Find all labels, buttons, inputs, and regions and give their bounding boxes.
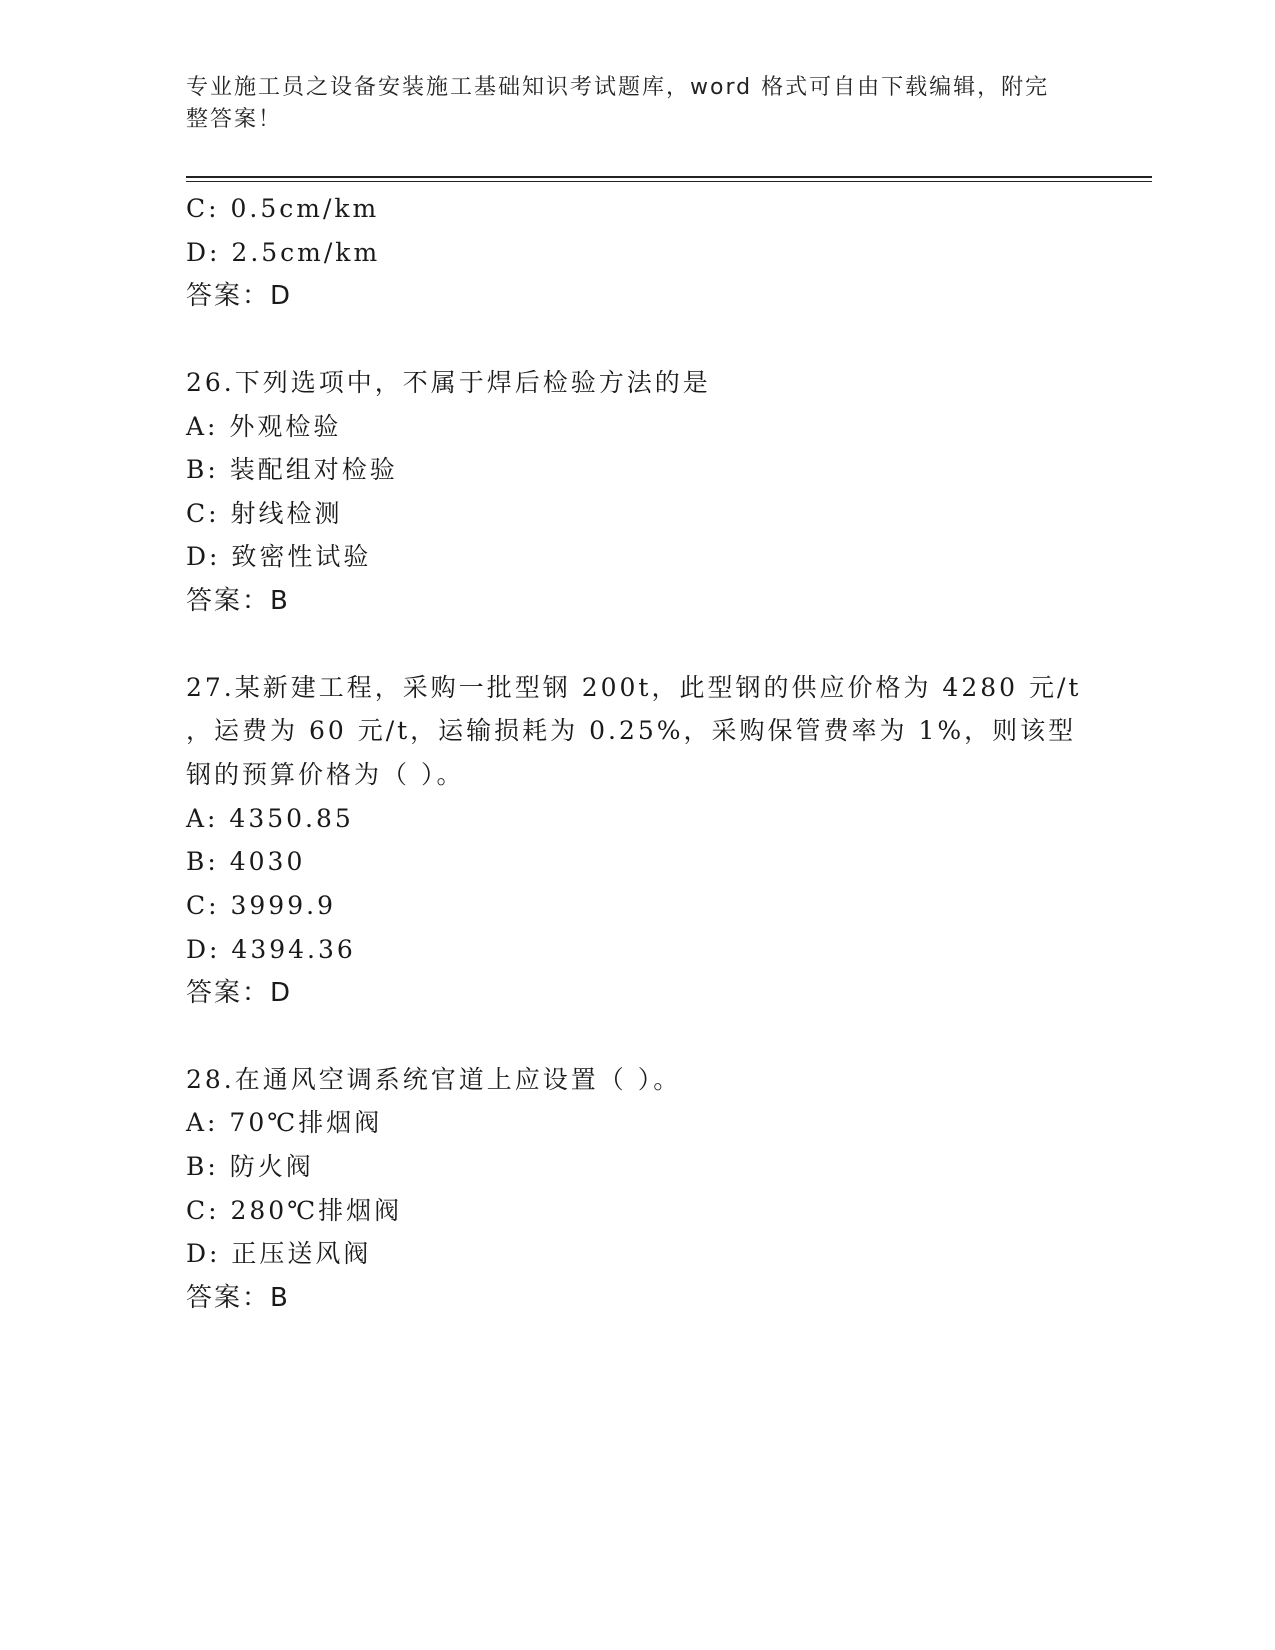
q26-stem: 26.下列选项中，不属于焊后检验方法的是 (186, 368, 711, 397)
q28-answer: 答案：B (186, 1283, 290, 1313)
document-header (186, 72, 1066, 136)
q28-stem: 28.在通风空调系统官道上应设置（ ）。 (186, 1065, 682, 1094)
q28-option-b: B: 防火阀 (186, 1152, 314, 1181)
q26-option-a: A: 外观检验 (186, 412, 342, 441)
q26-option-b: B: 装配组对检验 (186, 455, 398, 484)
q28-option-d: D: 正压送风阀 (186, 1239, 372, 1268)
q26-option-c: C: 射线检测 (186, 499, 343, 528)
q27-stem-line-1: 27.某新建工程，采购一批型钢 200t，此型钢的供应价格为 4280 元/t (186, 673, 1082, 702)
q27-option-a: A: 4350.85 (186, 804, 354, 833)
header-line-2: 整答案！ (186, 107, 283, 132)
q28-option-a: A: 70℃排烟阀 (186, 1108, 383, 1137)
header-divider-thick (186, 176, 1152, 178)
prev-answer: 答案：D (186, 281, 293, 311)
q27-stem-line-2: ，运费为 60 元/t，运输损耗为 0.25%，采购保管费率为 1%，则该型 (186, 716, 1077, 745)
q26-option-d: D: 致密性试验 (186, 542, 372, 571)
prev-option-c: C: 0.5cm/km (186, 194, 380, 223)
q27-answer: 答案：D (186, 978, 293, 1008)
q27-option-d: D: 4394.36 (186, 935, 356, 964)
q27-stem-line-3: 钢的预算价格为（ ）。 (186, 760, 465, 789)
q27-option-b: B: 4030 (186, 847, 306, 876)
header-line-1: 专业施工员之设备安装施工基础知识考试题库，word 格式可自由下载编辑，附完 (186, 75, 1050, 100)
q27-option-c: C: 3999.9 (186, 891, 336, 920)
q26-answer: 答案：B (186, 586, 290, 616)
prev-option-d: D: 2.5cm/km (186, 238, 381, 267)
q28-option-c: C: 280℃排烟阀 (186, 1196, 403, 1225)
header-divider-thin (186, 181, 1152, 182)
